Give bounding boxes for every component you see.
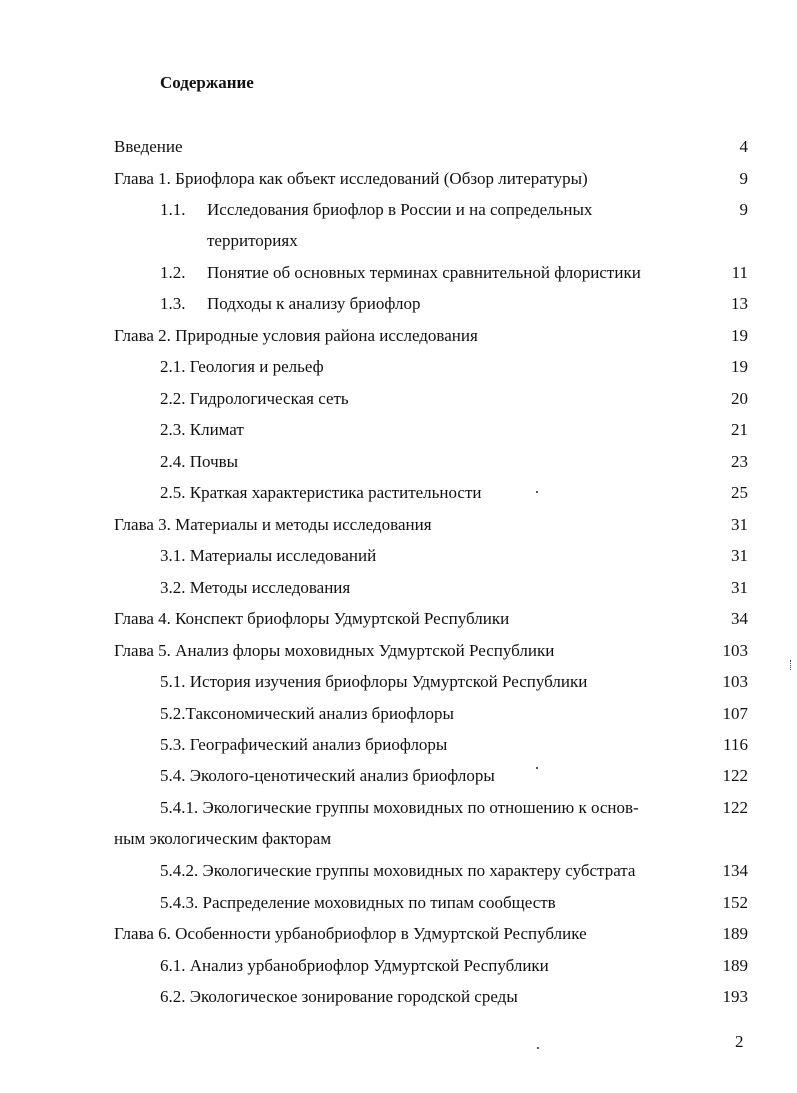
- page-number: 2: [735, 1032, 744, 1051]
- toc-entry-page: 4: [739, 137, 748, 156]
- toc-entry-text: 2.3. Климат: [160, 420, 244, 439]
- toc-entry-text: 2.1. Геология и рельеф: [160, 357, 324, 376]
- toc-entry-text: Понятие об основных терминах сравнительной флористики: [207, 263, 641, 282]
- toc-entry-text: 2.2. Гидрологическая сеть: [160, 389, 349, 408]
- toc-entry-page: 23: [731, 452, 748, 471]
- toc-entry-text: Глава 1. Бриофлора как объект исследований (Обзор литературы): [114, 169, 588, 188]
- toc-entry-text: Введение: [114, 137, 183, 156]
- toc-entry-page: 11: [731, 263, 748, 282]
- toc-entry-text-continued: ным экологическим факторам: [114, 829, 332, 848]
- toc-entry-text-continued: территориях: [207, 231, 298, 250]
- toc-entry-page: 31: [731, 546, 748, 565]
- toc-entry-page: 19: [731, 357, 748, 376]
- margin-mark: [790, 660, 793, 670]
- toc-entry-text: 5.2.Таксономический анализ бриофлоры: [160, 704, 454, 723]
- scan-speck: [537, 1047, 539, 1049]
- toc-entry-page: 152: [722, 893, 748, 912]
- toc-entry-page: 122: [722, 798, 748, 817]
- toc-entry-text: Глава 3. Материалы и методы исследования: [114, 515, 432, 534]
- toc-entry-text: 5.4.3. Распределение моховидных по типам сообществ: [160, 893, 556, 912]
- toc-entry-text: Исследования бриофлор в России и на сопредельных: [207, 200, 593, 219]
- toc-entry-page: 31: [731, 515, 748, 534]
- toc-entry-text: Глава 5. Анализ флоры моховидных Удмуртской Республики: [114, 641, 555, 660]
- toc-entry-page: 116: [723, 735, 748, 754]
- toc-entry-page: 21: [731, 420, 748, 439]
- toc-entry-text: Глава 6. Особенности урбанобриофлор в Удмуртской Республике: [114, 924, 587, 943]
- toc-entry-page: 9: [739, 169, 748, 188]
- toc-entry-page: 19: [731, 326, 748, 345]
- toc-entry-page: 193: [722, 987, 748, 1006]
- toc-entry-page: 13: [731, 294, 748, 313]
- toc-entry-text: Глава 4. Конспект бриофлоры Удмуртской Республики: [114, 609, 510, 628]
- toc-entry-page: 9: [739, 200, 748, 219]
- toc-entry-page: 25: [731, 483, 748, 502]
- scan-speck: [536, 491, 538, 493]
- toc-entry-text: Подходы к анализу бриофлор: [207, 294, 421, 313]
- toc-entry-page: 107: [722, 704, 748, 723]
- toc-entry-number: 1.2.: [160, 263, 186, 282]
- toc-entry-number: 1.1.: [160, 200, 186, 219]
- toc-entry-text: Глава 2. Природные условия района исследования: [114, 326, 478, 345]
- toc-entry-page: 122: [722, 766, 748, 785]
- toc-entry-page: 31: [731, 578, 748, 597]
- scan-speck: [536, 767, 538, 769]
- toc-entry-page: 103: [722, 672, 748, 691]
- toc-entry-text: 5.4. Эколого-ценотический анализ бриофлоры: [160, 766, 495, 785]
- toc-entry-page: 189: [722, 924, 748, 943]
- toc-entry-text: 2.4. Почвы: [160, 452, 239, 471]
- toc-title: Содержание: [160, 73, 254, 92]
- toc-entry-page: 189: [722, 956, 748, 975]
- toc-entry-page: 103: [722, 641, 748, 660]
- toc-entry-text: 5.4.1. Экологические группы моховидных по отношению к основ-: [160, 798, 639, 817]
- toc-entry-text: 3.1. Материалы исследований: [160, 546, 377, 565]
- toc-entry-text: 5.3. Географический анализ бриофлоры: [160, 735, 448, 754]
- toc-entry-text: 5.1. История изучения бриофлоры Удмуртской Республики: [160, 672, 588, 691]
- toc-entry-text: 6.1. Анализ урбанобриофлор Удмуртской Республики: [160, 956, 549, 975]
- toc-entry-text: 5.4.2. Экологические группы моховидных по характеру субстрата: [160, 861, 636, 880]
- toc-entry-page: 34: [731, 609, 748, 628]
- toc-entry-text: 6.2. Экологическое зонирование городской среды: [160, 987, 518, 1006]
- toc-entry-page: 134: [722, 861, 748, 880]
- toc-entry-text: 3.2. Методы исследования: [160, 578, 351, 597]
- toc-entry-page: 20: [731, 389, 748, 408]
- toc-entry-text: 2.5. Краткая характеристика растительности: [160, 483, 482, 502]
- toc-entry-number: 1.3.: [160, 294, 186, 313]
